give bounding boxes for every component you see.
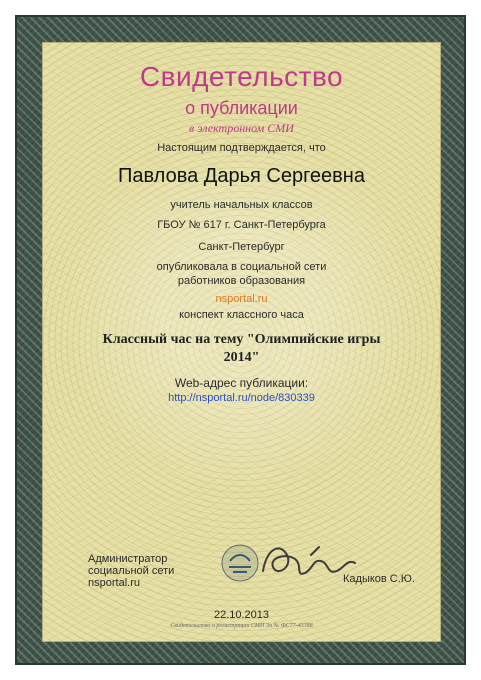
admin-line-1: Администратор [88, 553, 168, 565]
recipient-name: Павлова Дарья Сергеевна [118, 165, 365, 187]
certificate-subtitle: о публикации [185, 98, 298, 118]
admin-block [88, 553, 174, 589]
registration-note: Свидетельство о регистрации СМИ Эл № ФС77-43388 [170, 623, 313, 629]
confirmation-text: Настоящим подтверждается, что [157, 142, 326, 154]
recipient-position: учитель начальных классов [170, 199, 313, 211]
material-title [43, 331, 440, 367]
site-name: nsportal.ru [215, 293, 268, 305]
published-line-1: опубликовала в социальной сети [156, 261, 327, 273]
published-line-2: работников образования [177, 275, 306, 287]
material-type: конспект классного часа [179, 309, 304, 321]
published-text [43, 260, 440, 288]
recipient-school: ГБОУ № 617 г. Санкт-Петербурга [157, 219, 326, 231]
certificate-title: Свидетельство [139, 61, 344, 92]
recipient-city: Санкт-Петербург [198, 241, 285, 253]
web-address-label: Web-адрес публикации: [174, 376, 309, 390]
certificate-subtitle-2: в электронном СМИ [189, 121, 294, 135]
stamp-logo-icon [218, 541, 262, 585]
certificate-body [42, 42, 441, 642]
signer-name: Кадыков С.Ю. [343, 573, 415, 585]
web-address-link[interactable]: http://nsportal.ru/node/830339 [168, 392, 315, 404]
publication-date: 22.10.2013 [213, 609, 270, 621]
admin-line-3: nsportal.ru [88, 577, 140, 589]
material-title-line-2: 2014" [223, 350, 260, 365]
material-title-line-1: Классный час на тему "Олимпийские игры [102, 332, 381, 347]
admin-line-2: социальной сети [88, 565, 175, 577]
